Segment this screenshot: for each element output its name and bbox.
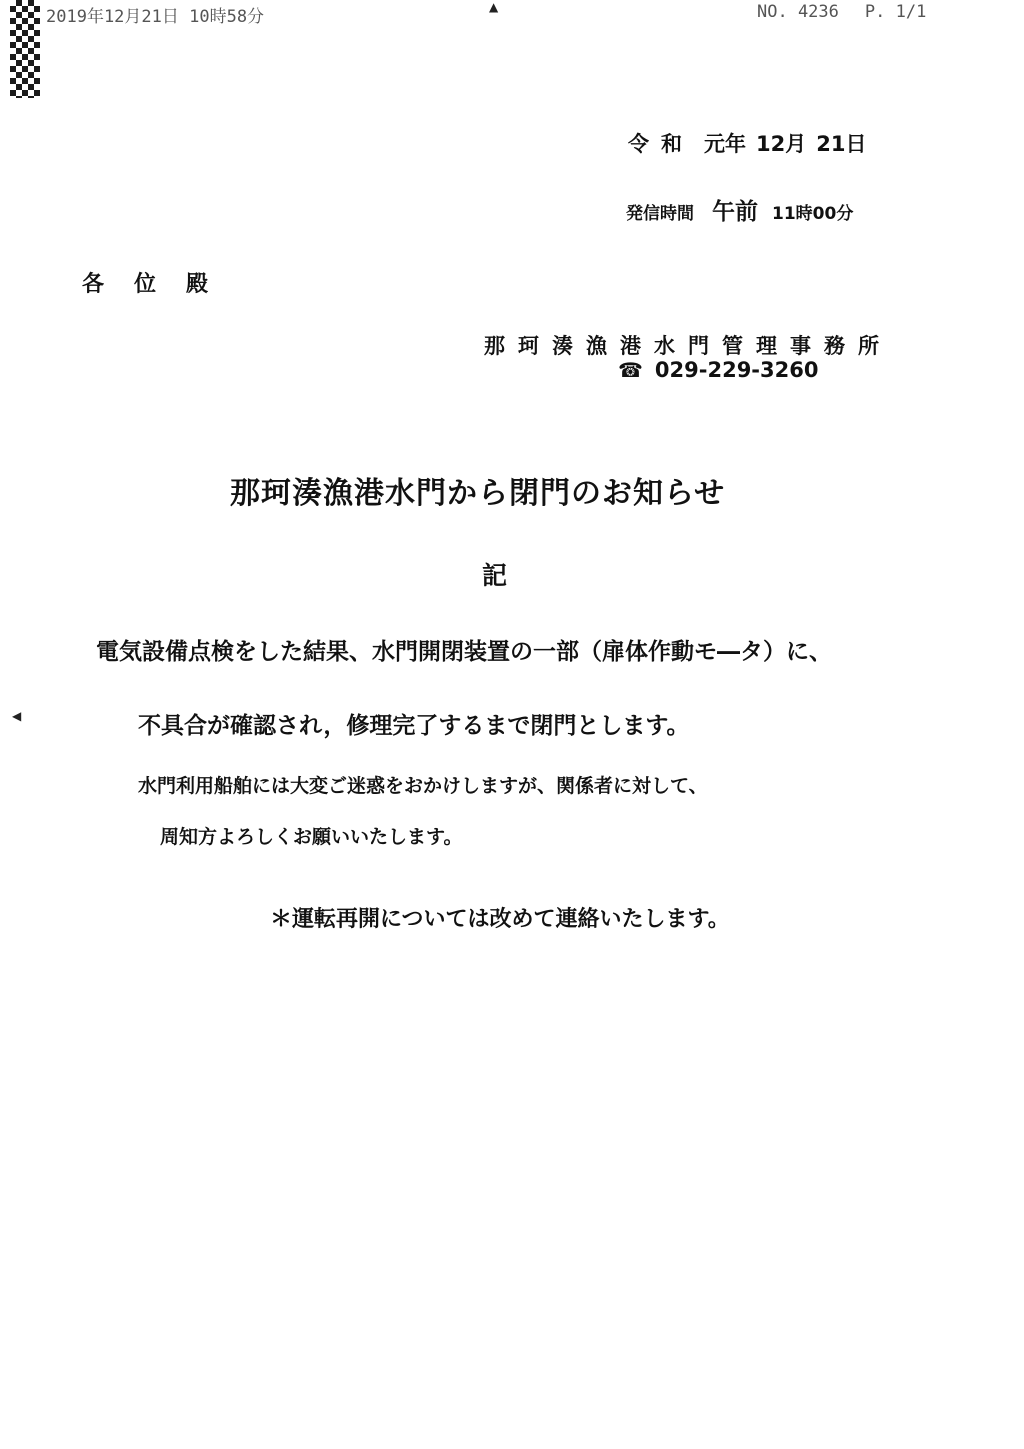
date-era: 令和 [628, 132, 694, 156]
send-time-label: 発信時間 [626, 204, 694, 224]
date-year: 元年 [704, 132, 746, 156]
fax-datetime: 2019年12月21日 10時58分 [46, 7, 265, 27]
telephone-icon: ☎ [618, 358, 643, 382]
addressee: 各位殿 [82, 272, 239, 297]
document-title: 那珂湊漁港水門から閉門のお知らせ [230, 476, 726, 511]
alignment-mark-top: ▲ [489, 0, 499, 14]
sender-name: 那珂湊漁港水門管理事務所 [484, 334, 892, 358]
body-line-1: 電気設備点検をした結果、水門開閉装置の一部（扉体作動モ―タ）に、 [96, 639, 832, 665]
date-month: 12月 [756, 132, 807, 156]
send-time-value: 11時00分 [772, 204, 854, 224]
body-line-2: 不具合が確認され，修理完了するまで閉門とします。 [138, 713, 690, 739]
fax-number: NO. 4236 [757, 2, 839, 22]
alignment-mark-left: ◀ [12, 709, 22, 723]
body-line-3: 水門利用船舶には大変ご迷惑をおかけしますが、関係者に対して、 [138, 775, 708, 797]
phone-number: 029-229-3260 [654, 358, 819, 382]
sender-phone [618, 358, 818, 382]
date-day: 21日 [816, 132, 867, 156]
resumption-note: ＊運転再開については改めて連絡いたします。 [270, 907, 730, 932]
fax-checker-pattern [10, 0, 40, 98]
fax-page-count: P. 1/1 [864, 2, 927, 22]
ki-heading: 記 [482, 561, 508, 590]
fax-page-info [757, 2, 926, 22]
send-time [626, 193, 853, 226]
issue-date [628, 128, 866, 158]
send-time-ampm: 午前 [712, 199, 758, 225]
body-line-4: 周知方よろしくお願いいたします。 [160, 826, 463, 848]
